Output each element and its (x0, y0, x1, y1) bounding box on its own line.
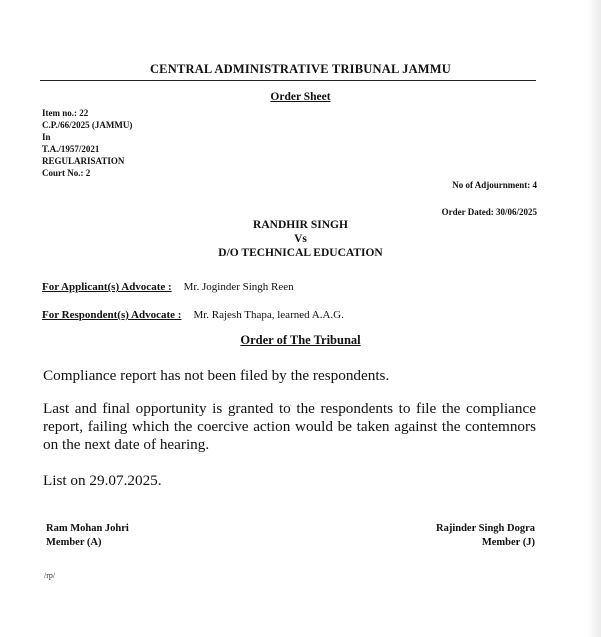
parties-block (0, 218, 601, 260)
order-paragraph-1: Compliance report has not been filed by the respondents. (43, 367, 390, 384)
respondent-name: D/O TECHNICAL EDUCATION (218, 247, 383, 259)
signature-right (436, 522, 535, 550)
applicant-advocate-value: Mr. Joginder Singh Reen (183, 281, 294, 293)
order-date: Order Dated: 30/06/2025 (441, 207, 537, 217)
order-sheet-heading: Order Sheet (270, 91, 331, 103)
respondent-advocate-value: Mr. Rajesh Thapa, learned A.A.G. (193, 309, 344, 321)
case-meta (42, 107, 132, 179)
case-number: C.P./66/2025 (JAMMU) (42, 120, 133, 130)
court-number: Court No.: 2 (42, 168, 91, 178)
applicant-advocate-line (42, 277, 294, 295)
tribunal-title: CENTRAL ADMINISTRATIVE TRIBUNAL JAMMU (149, 62, 452, 76)
order-paragraph-2: Last and final opportunity is granted to the respondents to file the compliance report, failing which the coercive action would be taken against the contemnors on the next date of hearing. (43, 400, 536, 453)
left-member-name: Ram Mohan Johri (46, 523, 129, 534)
right-member-name: Rajinder Singh Dogra (436, 523, 535, 534)
respondent-advocate-label: For Respondent(s) Advocate : (42, 309, 182, 321)
applicant-name: RANDHIR SINGH (253, 219, 348, 231)
case-subject: REGULARISATION (42, 156, 125, 166)
right-member-role: Member (J) (481, 537, 535, 548)
adjournment-count: No of Adjournment: 4 (452, 180, 537, 190)
left-member-role: Member (A) (46, 537, 102, 548)
respondent-advocate-line (42, 305, 344, 323)
ta-number: T.A./1957/2021 (42, 144, 100, 154)
applicant-advocate-label: For Applicant(s) Advocate : (42, 281, 172, 293)
order-paragraph-3: List on 29.07.2025. (43, 472, 162, 489)
versus-label: Vs (294, 233, 307, 245)
header-divider (40, 80, 536, 81)
typist-initials: /rp/ (44, 571, 56, 580)
signature-left (46, 522, 129, 550)
item-no: Item no.: 22 (42, 108, 89, 118)
order-heading: Order of The Tribunal (240, 333, 361, 347)
in-label: In (42, 132, 51, 142)
